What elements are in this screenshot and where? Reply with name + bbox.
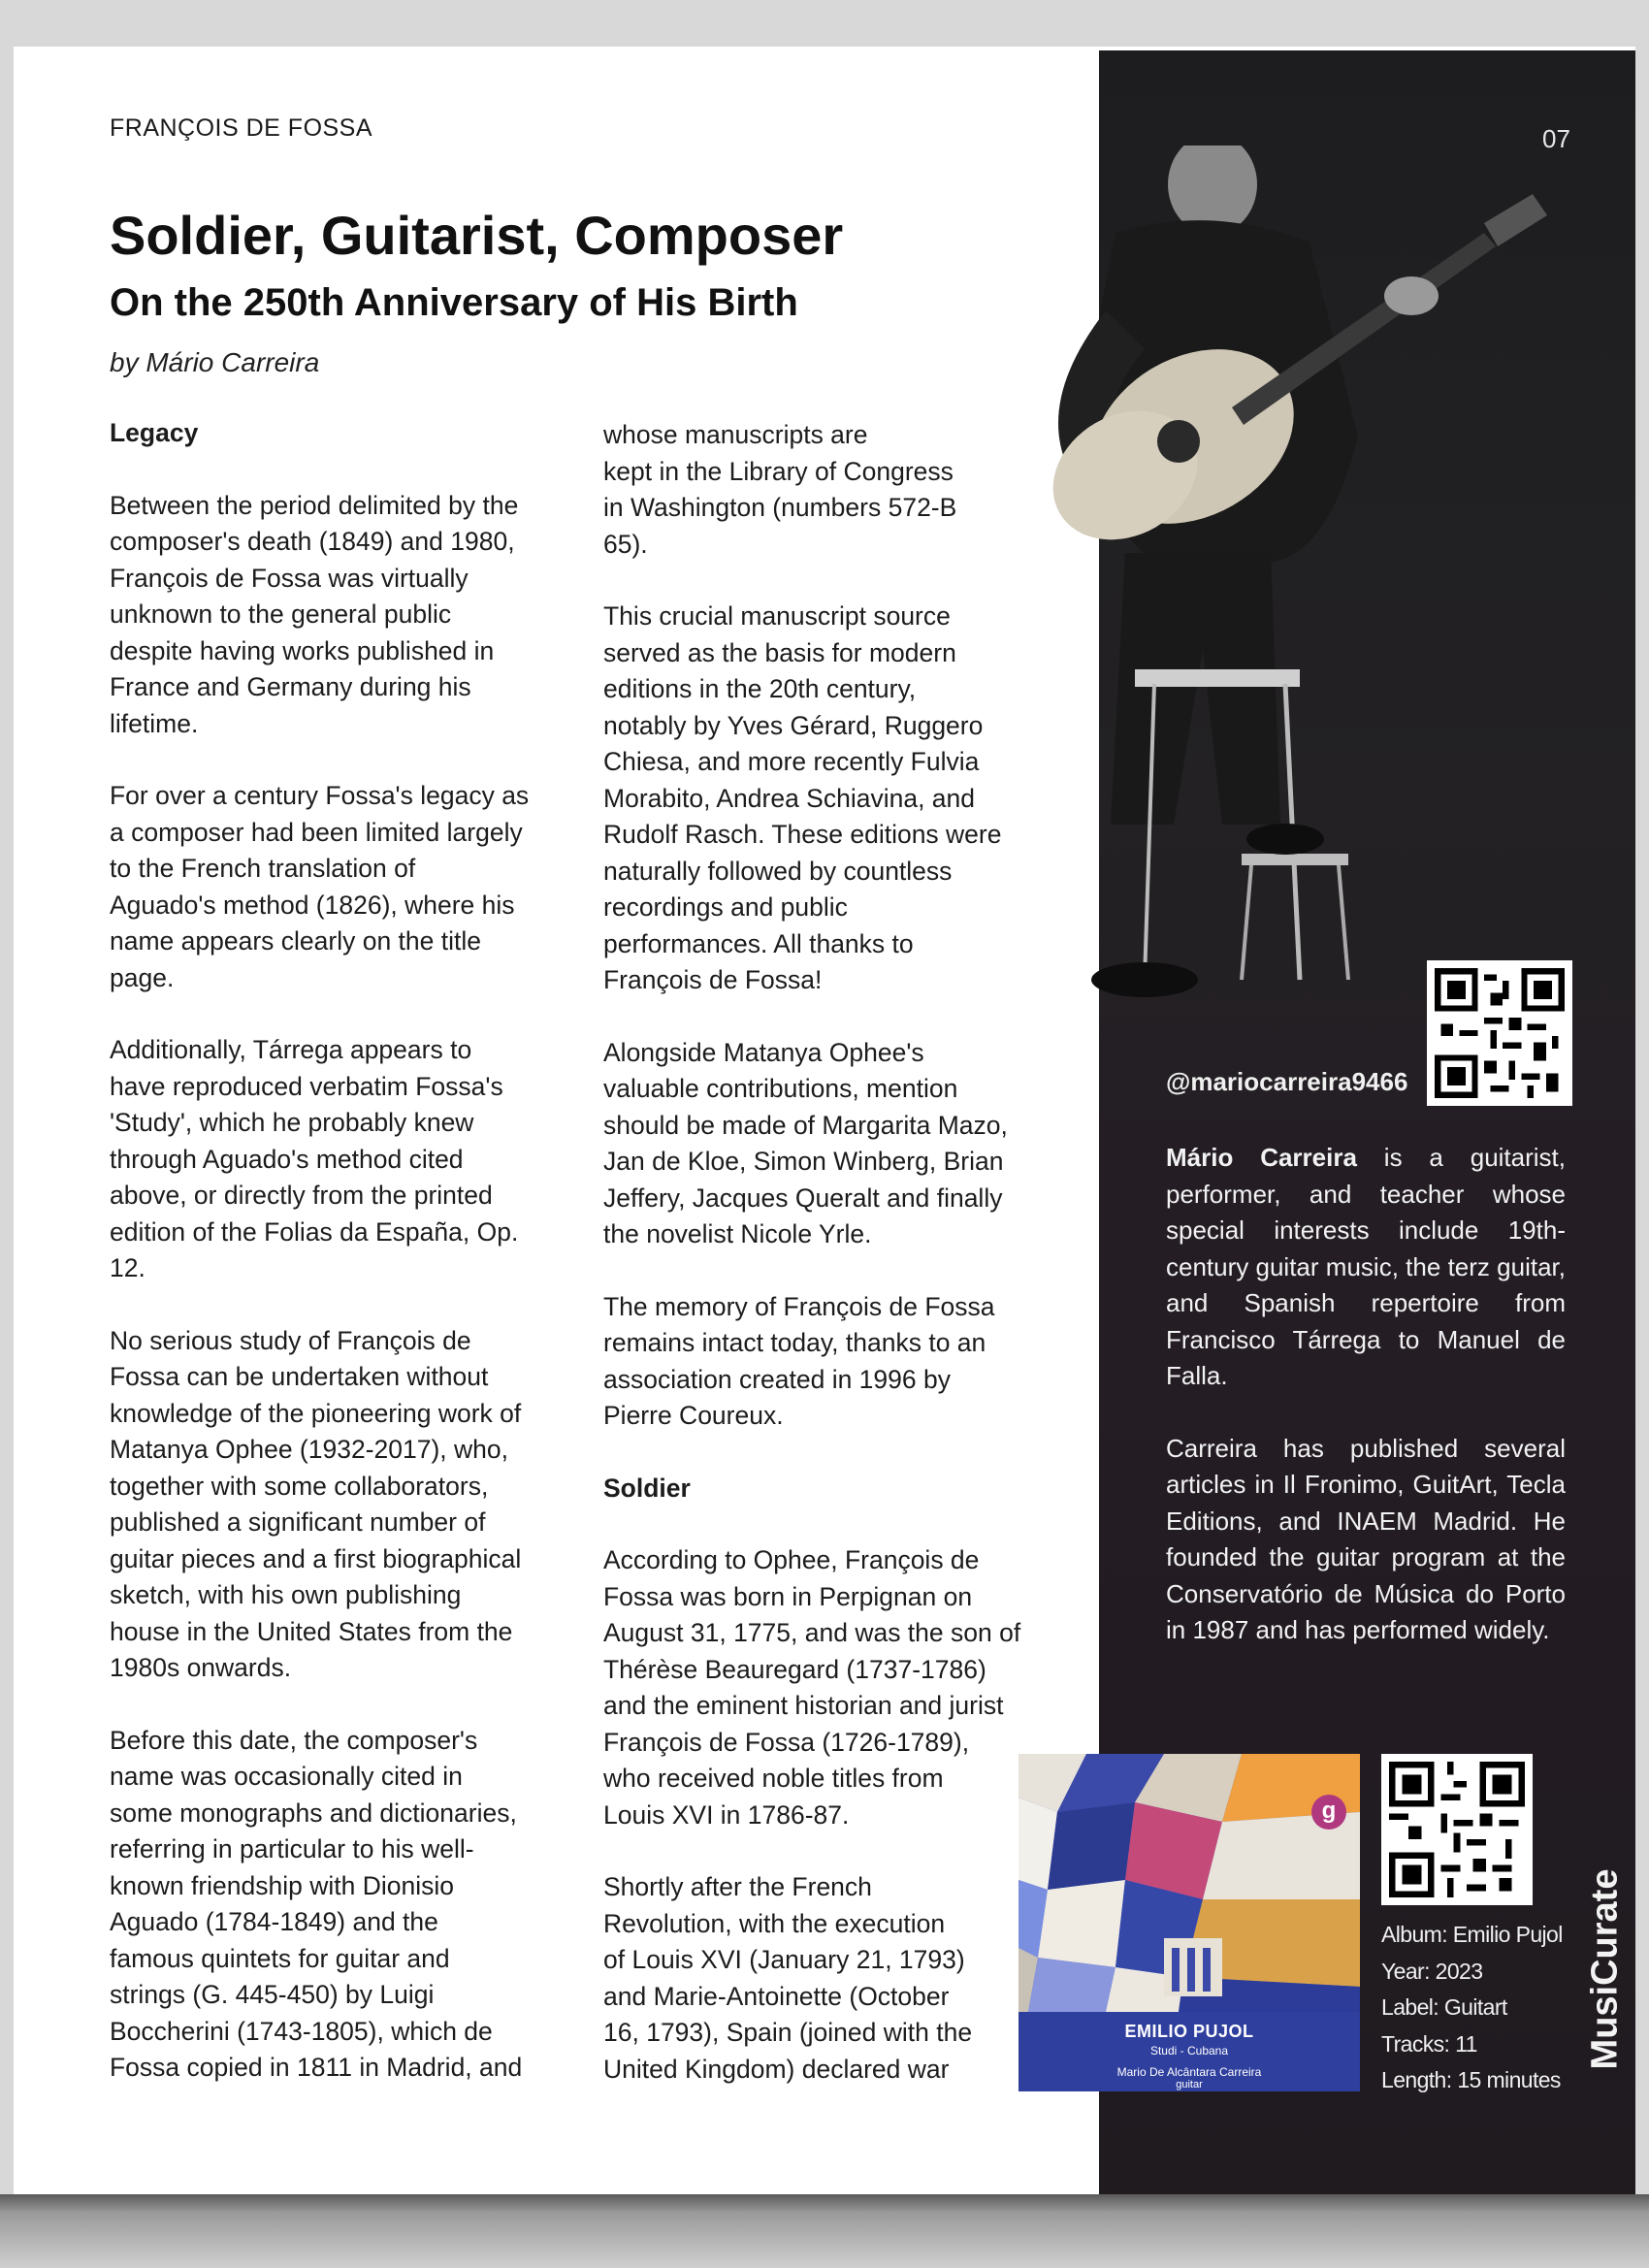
- page-number: 07: [1542, 124, 1570, 153]
- article-title: Soldier, Guitarist, Composer: [110, 205, 844, 266]
- article-byline: by Mário Carreira: [110, 347, 320, 377]
- paragraph: No serious study of François de Fossa can be undertaken without knowledge of the pioneering work of Matanya Ophee (1932-2017), who, together with some collaborators, published a significant number of guitar pieces and a first biographical sketch, with his own publishing house in the United States from the 1980s onwards.: [110, 1325, 522, 1682]
- paragraph: This crucial manuscript source served as the basis for modern editions in the 20th century, notably by Yves Gérard, Ruggero Chiesa, and more recently Fulvia Morabito, Andrea Schiavina, and Rudolf Rasch. These editions were naturally followed by countless recordings and public performances. All thanks to François de Fossa!: [603, 601, 1002, 994]
- album-cover[interactable]: [1018, 1754, 1360, 2091]
- social-handle[interactable]: @mariocarreira9466: [1166, 1067, 1408, 1096]
- album-cover-subtitle: Studi - Cubana: [1149, 2044, 1229, 2057]
- article-subtitle: On the 250th Anniversary of His Birth: [110, 281, 798, 324]
- paragraph: For over a century Fossa's legacy as a composer had been limited largely to the French translation of Aguado's method (1826), where his name appears clearly on the title page.: [110, 781, 530, 992]
- bio-text: is a guitarist, performer, and teacher whose special interests include 19th-century guitar music, the terz guitar, and Spanish repertoire from Francisco Tárrega to Manuel de Falla.: [1166, 1143, 1566, 1390]
- section-kicker: FRANÇOIS DE FOSSA: [110, 114, 373, 142]
- album-cover-artist: Mario De Alcântara Carreira: [1116, 2065, 1262, 2079]
- album-cover-instrument: guitar: [1176, 2079, 1203, 2090]
- bio-paragraph-1: [1166, 1140, 1566, 1395]
- qr-code-icon[interactable]: [1381, 1754, 1533, 1905]
- bio-paragraph-2: Carreira has published several articles in Il Fronimo, GuitArt, Tecla Editions, and INAEM Madrid. He founded the guitar program at the Conservatório de Música do Porto in 1987 and has performed widely.: [1166, 1433, 1566, 1644]
- album-cover-title: EMILIO PUJOL: [1124, 2022, 1254, 2041]
- album-length: Length: 15 minutes: [1381, 2067, 1561, 2092]
- article-column-1: [110, 415, 595, 2122]
- paragraph: Additionally, Tárrega appears to have reproduced verbatim Fossa's 'Study', which he probably knew through Aguado's method cited above, or directly from the printed edition of the Folias da España, Op. 12.: [110, 1035, 519, 1282]
- album-year: Year: 2023: [1381, 1958, 1483, 1984]
- paragraph: Alongside Matanya Ophee's valuable contributions, mention should be made of Margarita Mazo, Jan de Kloe, Simon Winberg, Brian Jeffery, Jacques Queralt and finally the novelist Nicole Yrle.: [603, 1037, 1008, 1248]
- section-heading-legacy: Legacy: [110, 418, 199, 447]
- magazine-brand: MusiCurate: [1584, 1868, 1626, 2070]
- label-logo: g: [1311, 1795, 1346, 1830]
- album-details: [1381, 1917, 1563, 2099]
- paragraph: Between the period delimited by the composer's death (1849) and 1980, François de Fossa was virtually unknown to the general public despite having works published in France and Germany during his lifetime.: [110, 490, 519, 738]
- bio-name: Mário Carreira: [1166, 1143, 1357, 1172]
- page-edge-shadow: [0, 2194, 1649, 2268]
- guitarist-photo: [902, 146, 1581, 1019]
- qr-code-icon[interactable]: [1427, 960, 1572, 1106]
- album-label: Label: Guitart: [1381, 1994, 1507, 2020]
- mosaic-artwork: [1018, 1754, 1360, 2012]
- paragraph: whose manuscripts are kept in the Library of Congress in Washington (numbers 572-B 65).: [603, 420, 957, 559]
- album-tracks: Tracks: 11: [1381, 2030, 1477, 2057]
- section-heading-soldier: Soldier: [603, 1473, 691, 1503]
- paragraph: Shortly after the French Revolution, with the execution of Louis XVI (January 21, 1793) and Marie-Antoinette (October 16, 1793), Spain (joined with the United Kingdom) declared war: [603, 1872, 973, 2084]
- paragraph: The memory of François de Fossa remains intact today, thanks to an association created in 1996 by Pierre Coureux.: [603, 1291, 995, 1430]
- album-title-band: [1018, 2012, 1360, 2091]
- paragraph: According to Ophee, François de Fossa was born in Perpignan on August 31, 1775, and was the son of Thérèse Beauregard (1737-1786) and the eminent historian and jurist François de Fossa (1726-1789), who received noble titles from Louis XVI in 1786-87.: [603, 1545, 1021, 1830]
- album-name: Album: Emilio Pujol: [1381, 1922, 1563, 1947]
- author-bio: [1166, 1140, 1566, 1685]
- paragraph: Before this date, the composer's name was occasionally cited in some monographs and dictionaries, referring in particular to his well- known friendship with Dionisio Aguado (1784-1849) and the famous quintets for guitar and strings (G. 445-450) by Luigi Boccherini (1743-1805), which de Fossa copied in 1811 in Madrid, and: [110, 1725, 523, 2082]
